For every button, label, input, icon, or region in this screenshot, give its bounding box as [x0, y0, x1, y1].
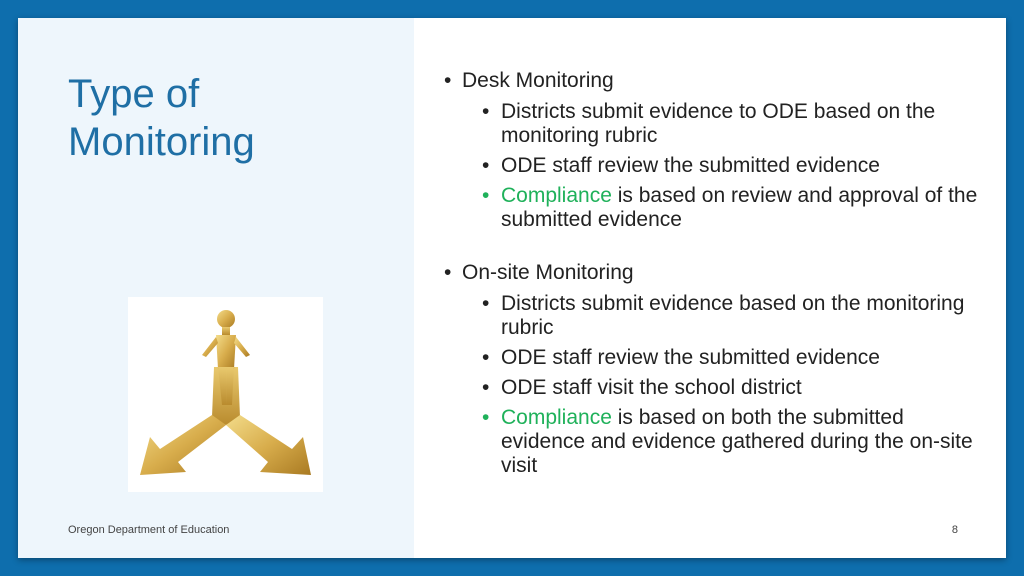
compliance-keyword: Compliance [501, 184, 612, 207]
bullet-content [442, 68, 992, 478]
desk-monitoring-group [442, 68, 992, 232]
slide [18, 18, 1006, 558]
footer-text: Oregon Department of Education [68, 524, 230, 536]
onsite-item-2: • ODE staff review the submitted evidence [442, 346, 992, 370]
title-line-2: Monitoring [68, 120, 255, 164]
desk-monitoring-heading: • Desk Monitoring [442, 68, 992, 94]
onsite-monitoring-group [442, 260, 992, 478]
onsite-item-3: • ODE staff visit the school district [442, 376, 992, 400]
desk-compliance-text: is based on review and approval of the submitted evidence [501, 184, 978, 231]
compliance-keyword: Compliance [501, 406, 612, 429]
onsite-compliance-item [442, 406, 992, 478]
title-line-1: Type of [68, 72, 200, 116]
onsite-monitoring-heading: • On-site Monitoring [442, 260, 992, 286]
crossroads-image [128, 297, 323, 492]
page-number: 8 [951, 524, 958, 536]
onsite-item-1: • Districts submit evidence based on the monitoring rubric [442, 292, 992, 340]
desk-item-1: • Districts submit evidence to ODE based on the monitoring rubric [442, 100, 992, 148]
onsite-compliance-text: is based on both the submitted evidence and evidence gathered during the on-site visit [501, 406, 973, 477]
left-panel [18, 18, 414, 558]
desk-item-2: • ODE staff review the submitted evidence [442, 154, 992, 178]
desk-compliance-item [442, 184, 992, 232]
gold-figure-at-crossroads-icon [128, 297, 323, 492]
slide-title [68, 70, 255, 166]
